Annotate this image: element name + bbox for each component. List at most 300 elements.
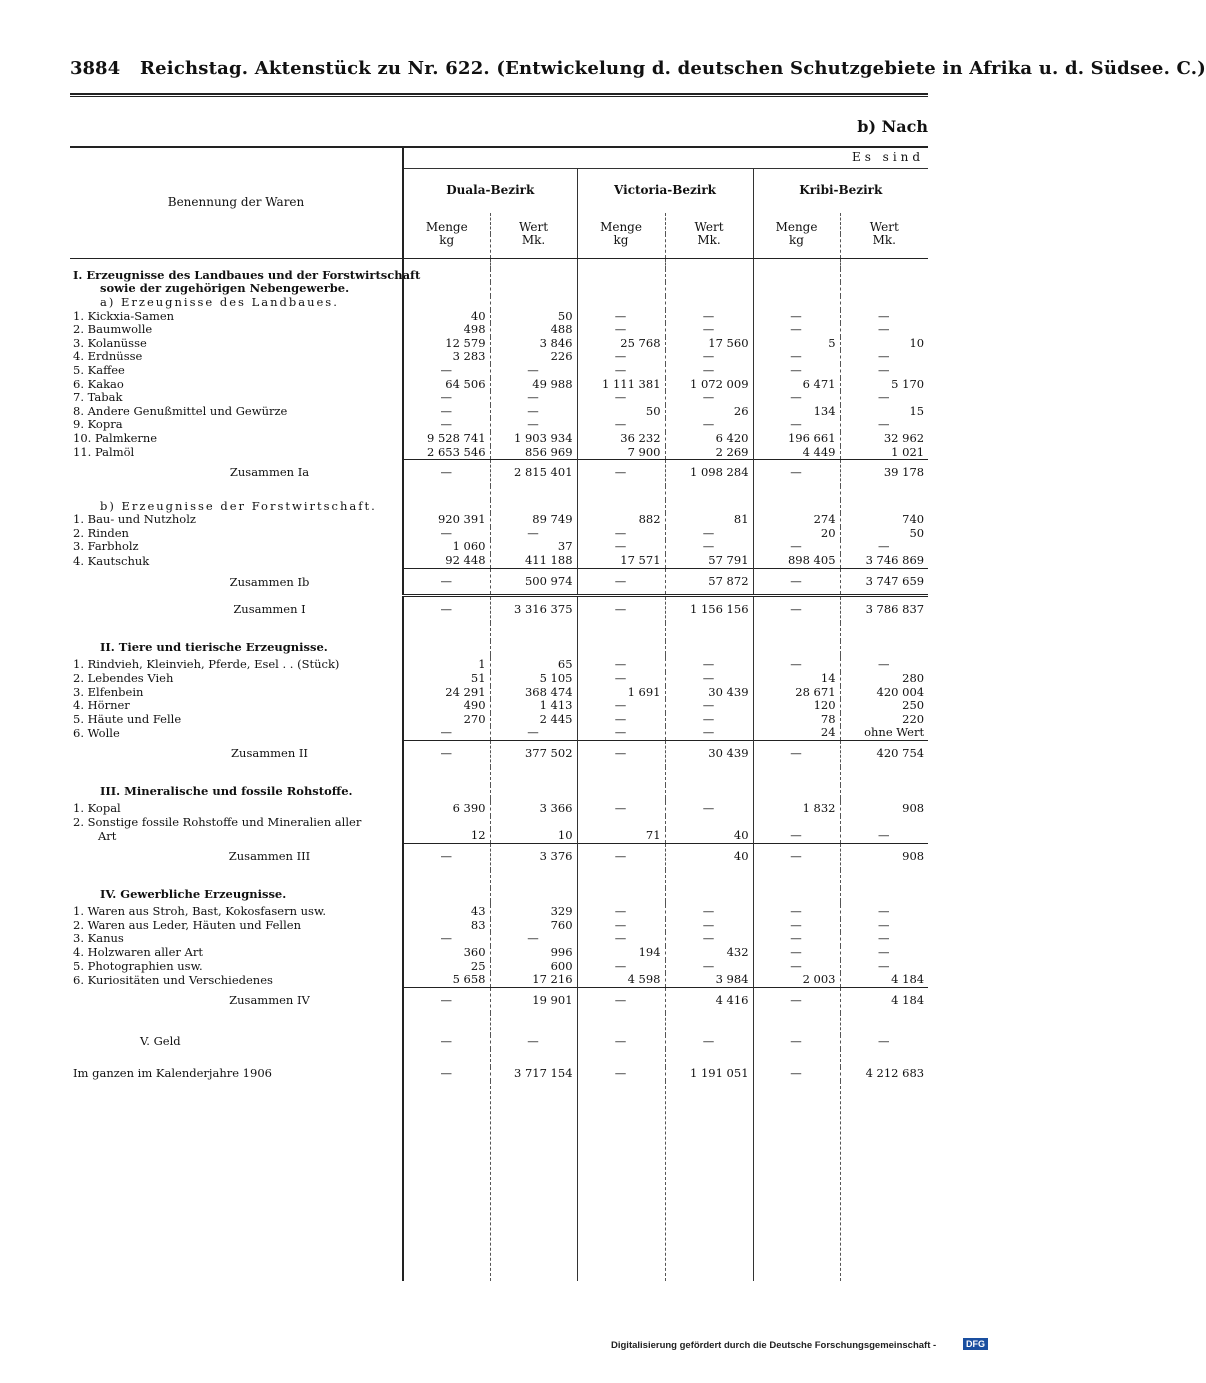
row-label: Zusammen III [228, 848, 311, 863]
wert-cell: 40 [665, 829, 753, 843]
wert-cell: 908 [840, 802, 928, 816]
wert-cell: — [840, 932, 928, 946]
sum-row [70, 843, 928, 869]
wert-cell: — [665, 1035, 753, 1049]
wert-cell: — [840, 364, 928, 378]
header-rule-thin [70, 96, 928, 97]
wert-cell: 2 815 401 [490, 460, 577, 486]
menge-cell: — [577, 843, 665, 869]
grand-total-row [70, 1067, 928, 1081]
menge-cell: 270 [403, 713, 490, 727]
table-row [70, 364, 928, 378]
wert-cell: 1 156 156 [665, 596, 753, 623]
table-row [70, 829, 928, 843]
row-label: Zusammen IV [229, 992, 310, 1007]
section-title-row [70, 269, 928, 283]
wert-cell: 30 439 [665, 741, 753, 767]
wert-cell: 329 [490, 905, 577, 919]
menge-cell: — [577, 568, 665, 596]
section-title: III. Mineralische und fossile Rohstoffe. [100, 783, 353, 798]
menge-cell: — [753, 829, 840, 843]
wert-cell: 4 184 [840, 973, 928, 987]
wert-cell: 377 502 [490, 741, 577, 767]
wert-cell: 57 791 [665, 554, 753, 568]
menge-cell: 64 506 [403, 378, 490, 392]
wert-cell: 760 [490, 919, 577, 933]
table-row [70, 378, 928, 392]
wert-cell: 19 901 [490, 987, 577, 1013]
menge-cell: 1 060 [403, 540, 490, 554]
district-header: Duala-Bezirk [403, 168, 577, 213]
menge-cell: — [577, 460, 665, 486]
wert-cell: 420 004 [840, 686, 928, 700]
table-row [70, 337, 928, 351]
wert-cell: — [840, 350, 928, 364]
menge-cell: 196 661 [753, 432, 840, 446]
wert-cell: 17 560 [665, 337, 753, 351]
header-rule [70, 93, 928, 95]
section-title-row [70, 296, 928, 310]
row-label: 6. Kakao [73, 376, 124, 391]
wert-cell: — [665, 672, 753, 686]
wert-cell: — [840, 919, 928, 933]
menge-cell: 1 832 [753, 802, 840, 816]
row-label: 4. Holzwaren aller Art [73, 944, 203, 959]
district-header: Victoria-Bezirk [577, 168, 753, 213]
menge-cell: — [403, 932, 490, 946]
menge-cell: 43 [403, 905, 490, 919]
wert-cell: — [490, 405, 577, 419]
unit-kg: kg [753, 234, 840, 258]
wert-cell: 30 439 [665, 686, 753, 700]
wert-cell: 3 984 [665, 973, 753, 987]
menge-cell: — [577, 1035, 665, 1049]
wert-cell: 6 420 [665, 432, 753, 446]
menge-cell: — [403, 527, 490, 541]
menge-cell: — [403, 460, 490, 486]
wert-header: Wert [665, 213, 753, 235]
table-row [70, 919, 928, 933]
menge-cell: 498 [403, 323, 490, 337]
unit-kg: kg [403, 234, 490, 258]
menge-cell: 36 232 [577, 432, 665, 446]
menge-cell: — [753, 568, 840, 596]
menge-cell: 360 [403, 946, 490, 960]
sum-row [70, 568, 928, 596]
wert-cell: — [665, 323, 753, 337]
menge-cell: — [577, 802, 665, 816]
menge-cell: — [403, 1067, 490, 1081]
wert-cell: 50 [840, 527, 928, 541]
row-label: 2. Waren aus Leder, Häuten und Fellen [73, 917, 301, 932]
menge-cell: — [753, 987, 840, 1013]
row-label: 1. Bau- und Nutzholz [73, 512, 196, 527]
menge-cell: 40 [403, 310, 490, 324]
wert-cell: 740 [840, 513, 928, 527]
table-row [70, 686, 928, 700]
dfg-logo: DFG [963, 1338, 988, 1350]
section-title: I. Erzeugnisse des Landbaues und der Forstwirtschaft [73, 267, 421, 282]
menge-header: Menge [753, 213, 840, 235]
menge-cell: 5 658 [403, 973, 490, 987]
wert-cell: — [840, 540, 928, 554]
row-label: 7. Tabak [73, 390, 123, 405]
menge-cell: — [753, 741, 840, 767]
wert-cell: — [840, 905, 928, 919]
menge-cell: 3 283 [403, 350, 490, 364]
menge-cell: 6 390 [403, 802, 490, 816]
menge-cell: 20 [753, 527, 840, 541]
menge-cell: — [577, 932, 665, 946]
section-title-row [70, 785, 928, 799]
unit-mk: Mk. [840, 234, 928, 258]
menge-cell: — [403, 1035, 490, 1049]
menge-cell: — [753, 960, 840, 974]
menge-cell: — [577, 960, 665, 974]
menge-cell: — [403, 987, 490, 1013]
wert-cell: — [665, 932, 753, 946]
menge-cell: 50 [577, 405, 665, 419]
wert-cell: — [840, 658, 928, 672]
wert-cell: 50 [490, 310, 577, 324]
menge-cell: — [577, 323, 665, 337]
table-row [70, 432, 928, 446]
section-heading: b) Nach [857, 117, 928, 136]
row-label: Zusammen Ia [229, 465, 310, 480]
wert-cell: — [665, 364, 753, 378]
wert-cell: 411 188 [490, 554, 577, 568]
wert-header: Wert [490, 213, 577, 235]
menge-cell: — [753, 946, 840, 960]
table-row [70, 405, 928, 419]
wert-cell: 280 [840, 672, 928, 686]
wert-cell: 17 216 [490, 973, 577, 987]
wert-cell: 996 [490, 946, 577, 960]
row-label: 4. Kautschuk [73, 553, 150, 568]
section-title: II. Tiere und tierische Erzeugnisse. [100, 639, 328, 654]
wert-cell: 65 [490, 658, 577, 672]
wert-cell: 3 717 154 [490, 1067, 577, 1081]
menge-cell: — [403, 418, 490, 432]
top-caption: Es sind [403, 147, 928, 168]
row-label: 10. Palmkerne [73, 430, 158, 445]
menge-cell: — [577, 741, 665, 767]
wert-cell: 5 105 [490, 672, 577, 686]
wert-header: Wert [840, 213, 928, 235]
row-label: 8. Andere Genußmittel und Gewürze [73, 403, 288, 418]
menge-cell: 194 [577, 946, 665, 960]
menge-cell: — [577, 310, 665, 324]
wert-cell: — [840, 391, 928, 405]
sum-row [70, 741, 928, 767]
menge-cell: — [577, 527, 665, 541]
wert-cell: 600 [490, 960, 577, 974]
sum-row [70, 987, 928, 1013]
menge-cell: — [753, 905, 840, 919]
row-label: 2. Baumwolle [73, 322, 153, 337]
menge-cell: 134 [753, 405, 840, 419]
wert-cell: ohne Wert [840, 726, 928, 740]
wert-cell: — [665, 699, 753, 713]
menge-cell: — [753, 391, 840, 405]
row-label: 11. Palmöl [73, 445, 135, 459]
table-row [70, 905, 928, 919]
sum-row [70, 596, 928, 623]
row-label: 1. Rindvieh, Kleinvieh, Pferde, Esel . . (Stück) [73, 657, 340, 672]
menge-cell: — [753, 310, 840, 324]
wert-cell: 4 212 683 [840, 1067, 928, 1081]
menge-cell: 6 471 [753, 378, 840, 392]
menge-cell: — [577, 658, 665, 672]
wert-cell: — [490, 1035, 577, 1049]
wert-cell: — [665, 905, 753, 919]
row-label: 3. Kolanüsse [73, 335, 147, 350]
row-label: 1. Kopal [73, 801, 121, 816]
wert-cell: — [665, 713, 753, 727]
wert-cell: 1 098 284 [665, 460, 753, 486]
wert-cell: — [665, 391, 753, 405]
table-row [70, 816, 928, 830]
menge-cell: 78 [753, 713, 840, 727]
table-row [70, 513, 928, 527]
table-row [70, 802, 928, 816]
menge-cell: — [753, 932, 840, 946]
wert-cell: 1 191 051 [665, 1067, 753, 1081]
menge-cell: — [753, 364, 840, 378]
row-label: Zusammen II [231, 746, 308, 760]
menge-cell: 2 653 546 [403, 446, 490, 460]
wert-cell: 10 [840, 337, 928, 351]
row-label: 5. Häute und Felle [73, 711, 182, 726]
table-row [70, 672, 928, 686]
wert-cell: — [665, 350, 753, 364]
wert-cell: — [665, 418, 753, 432]
table-row [70, 932, 928, 946]
wert-cell: — [665, 960, 753, 974]
wert-cell: 1 072 009 [665, 378, 753, 392]
table-row [70, 554, 928, 568]
table-row [70, 323, 928, 337]
table-row [70, 973, 928, 987]
wert-cell: 37 [490, 540, 577, 554]
row-label: 5. Photographien usw. [73, 958, 203, 973]
wert-cell: 32 962 [840, 432, 928, 446]
menge-cell: 24 291 [403, 686, 490, 700]
table-row [70, 446, 928, 460]
menge-header: Menge [403, 213, 490, 235]
row-label: 4. Hörner [73, 698, 130, 713]
unit-kg: kg [577, 234, 665, 258]
menge-cell: — [577, 540, 665, 554]
row-label: Art [98, 828, 117, 843]
wert-cell: 1 021 [840, 446, 928, 460]
district-header: Kribi-Bezirk [753, 168, 928, 213]
row-label: Zusammen Ib [229, 575, 310, 590]
menge-cell: — [577, 699, 665, 713]
wert-cell: — [840, 946, 928, 960]
menge-cell: — [753, 323, 840, 337]
menge-cell: 882 [577, 513, 665, 527]
wert-cell: 10 [490, 829, 577, 843]
menge-cell: 898 405 [753, 554, 840, 568]
menge-cell: — [577, 391, 665, 405]
menge-cell: 17 571 [577, 554, 665, 568]
row-label: V. Geld [140, 1034, 181, 1049]
section-title: IV. Gewerbliche Erzeugnisse. [100, 886, 287, 901]
table-row [70, 713, 928, 727]
menge-cell: — [577, 672, 665, 686]
menge-cell: — [403, 596, 490, 623]
table-row [70, 540, 928, 554]
sum-row [70, 460, 928, 486]
menge-cell: 83 [403, 919, 490, 933]
page-number: 3884 [70, 58, 121, 79]
menge-cell: — [403, 568, 490, 596]
wert-cell: — [840, 1035, 928, 1049]
table-row [70, 946, 928, 960]
row-label: 3. Kanus [73, 931, 124, 946]
wert-cell: 15 [840, 405, 928, 419]
menge-cell: 5 [753, 337, 840, 351]
wert-cell: 3 746 869 [840, 554, 928, 568]
wert-cell: 1 903 934 [490, 432, 577, 446]
wert-cell: — [840, 960, 928, 974]
wert-cell: 49 988 [490, 378, 577, 392]
menge-cell: 28 671 [753, 686, 840, 700]
row-label: 2. Rinden [73, 525, 129, 540]
wert-cell: 908 [840, 843, 928, 869]
wert-cell: — [490, 364, 577, 378]
row-label: 1. Kickxia-Samen [73, 308, 175, 323]
table-row [70, 960, 928, 974]
menge-cell: 25 [403, 960, 490, 974]
row-label: 2. Sonstige fossile Rohstoffe und Mineralien aller [73, 814, 362, 829]
wert-cell: 1 413 [490, 699, 577, 713]
row-label: 6. Wolle [73, 725, 120, 740]
wert-cell: — [840, 323, 928, 337]
table-row [70, 310, 928, 324]
wert-cell: 81 [665, 513, 753, 527]
menge-cell: 51 [403, 672, 490, 686]
menge-cell: 2 003 [753, 973, 840, 987]
wert-cell: 4 184 [840, 987, 928, 1013]
table-row [70, 699, 928, 713]
table-row [70, 527, 928, 541]
col-name-header: Benennung der Waren [70, 147, 403, 258]
wert-cell: — [490, 391, 577, 405]
menge-cell: 120 [753, 699, 840, 713]
row-label: 3. Elfenbein [73, 684, 144, 699]
row-label: Im ganzen im Kalenderjahre 1906 [73, 1065, 272, 1080]
menge-cell: 4 449 [753, 446, 840, 460]
wert-cell: 2 269 [665, 446, 753, 460]
menge-cell: — [577, 418, 665, 432]
row-label: 1. Waren aus Stroh, Bast, Kokosfasern usw. [73, 904, 327, 919]
wert-cell: — [665, 527, 753, 541]
menge-cell: — [403, 364, 490, 378]
row-label: 4. Erdnüsse [73, 349, 143, 364]
menge-cell: — [577, 350, 665, 364]
wert-cell: — [665, 726, 753, 740]
menge-cell: — [403, 726, 490, 740]
wert-cell: — [840, 829, 928, 843]
menge-cell: — [577, 905, 665, 919]
table-row [70, 726, 928, 740]
menge-cell: — [577, 726, 665, 740]
menge-cell: — [403, 741, 490, 767]
section-title-row [70, 888, 928, 902]
menge-cell: 1 691 [577, 686, 665, 700]
unit-mk: Mk. [490, 234, 577, 258]
section-title: b) Erzeugnisse der Forstwirtschaft. [100, 498, 377, 513]
menge-cell: 4 598 [577, 973, 665, 987]
menge-cell: — [753, 418, 840, 432]
menge-cell: — [753, 596, 840, 623]
wert-cell: 220 [840, 713, 928, 727]
wert-cell: 2 445 [490, 713, 577, 727]
menge-cell: — [403, 405, 490, 419]
wert-cell: 39 178 [840, 460, 928, 486]
wert-cell: 488 [490, 323, 577, 337]
wert-cell: 57 872 [665, 568, 753, 596]
menge-cell: 490 [403, 699, 490, 713]
table-row [70, 1035, 928, 1049]
menge-cell: — [577, 919, 665, 933]
menge-cell: 274 [753, 513, 840, 527]
wert-cell: 432 [665, 946, 753, 960]
menge-cell: 12 [403, 829, 490, 843]
table-row [70, 658, 928, 672]
wert-cell: — [665, 802, 753, 816]
wert-cell: 420 754 [840, 741, 928, 767]
menge-cell: 71 [577, 829, 665, 843]
menge-cell: 14 [753, 672, 840, 686]
page-title: Reichstag. Aktenstück zu Nr. 622. (Entwickelung d. deutschen Schutzgebiete in Afrika u. d. Südsee. C.) [140, 58, 1206, 79]
section-title-row [70, 641, 928, 655]
menge-cell: — [403, 843, 490, 869]
wert-cell: 89 749 [490, 513, 577, 527]
wert-cell: — [840, 418, 928, 432]
menge-cell: — [753, 350, 840, 364]
menge-cell: — [753, 540, 840, 554]
menge-cell: 92 448 [403, 554, 490, 568]
table-row [70, 391, 928, 405]
menge-cell: — [753, 1035, 840, 1049]
row-label: 9. Kopra [73, 417, 123, 432]
wert-cell: 40 [665, 843, 753, 869]
menge-cell: 1 [403, 658, 490, 672]
menge-cell: — [753, 919, 840, 933]
menge-cell: 24 [753, 726, 840, 740]
row-label: 6. Kuriositäten und Verschiedenes [73, 972, 273, 987]
menge-cell: 7 900 [577, 446, 665, 460]
menge-header: Menge [577, 213, 665, 235]
section-title-row [70, 282, 928, 296]
wert-cell: — [490, 932, 577, 946]
wert-cell: 3 366 [490, 802, 577, 816]
wert-cell: 3 376 [490, 843, 577, 869]
wert-cell: — [490, 527, 577, 541]
wert-cell: — [490, 726, 577, 740]
menge-cell: — [753, 843, 840, 869]
menge-cell: — [577, 713, 665, 727]
menge-cell: 9 528 741 [403, 432, 490, 446]
menge-cell: 12 579 [403, 337, 490, 351]
menge-cell: 25 768 [577, 337, 665, 351]
section-title: a) Erzeugnisse des Landbaues. [100, 294, 339, 309]
footer-text: Digitalisierung gefördert durch die Deutsche Forschungsgemeinschaft - [611, 1340, 937, 1351]
menge-cell: 1 111 381 [577, 378, 665, 392]
